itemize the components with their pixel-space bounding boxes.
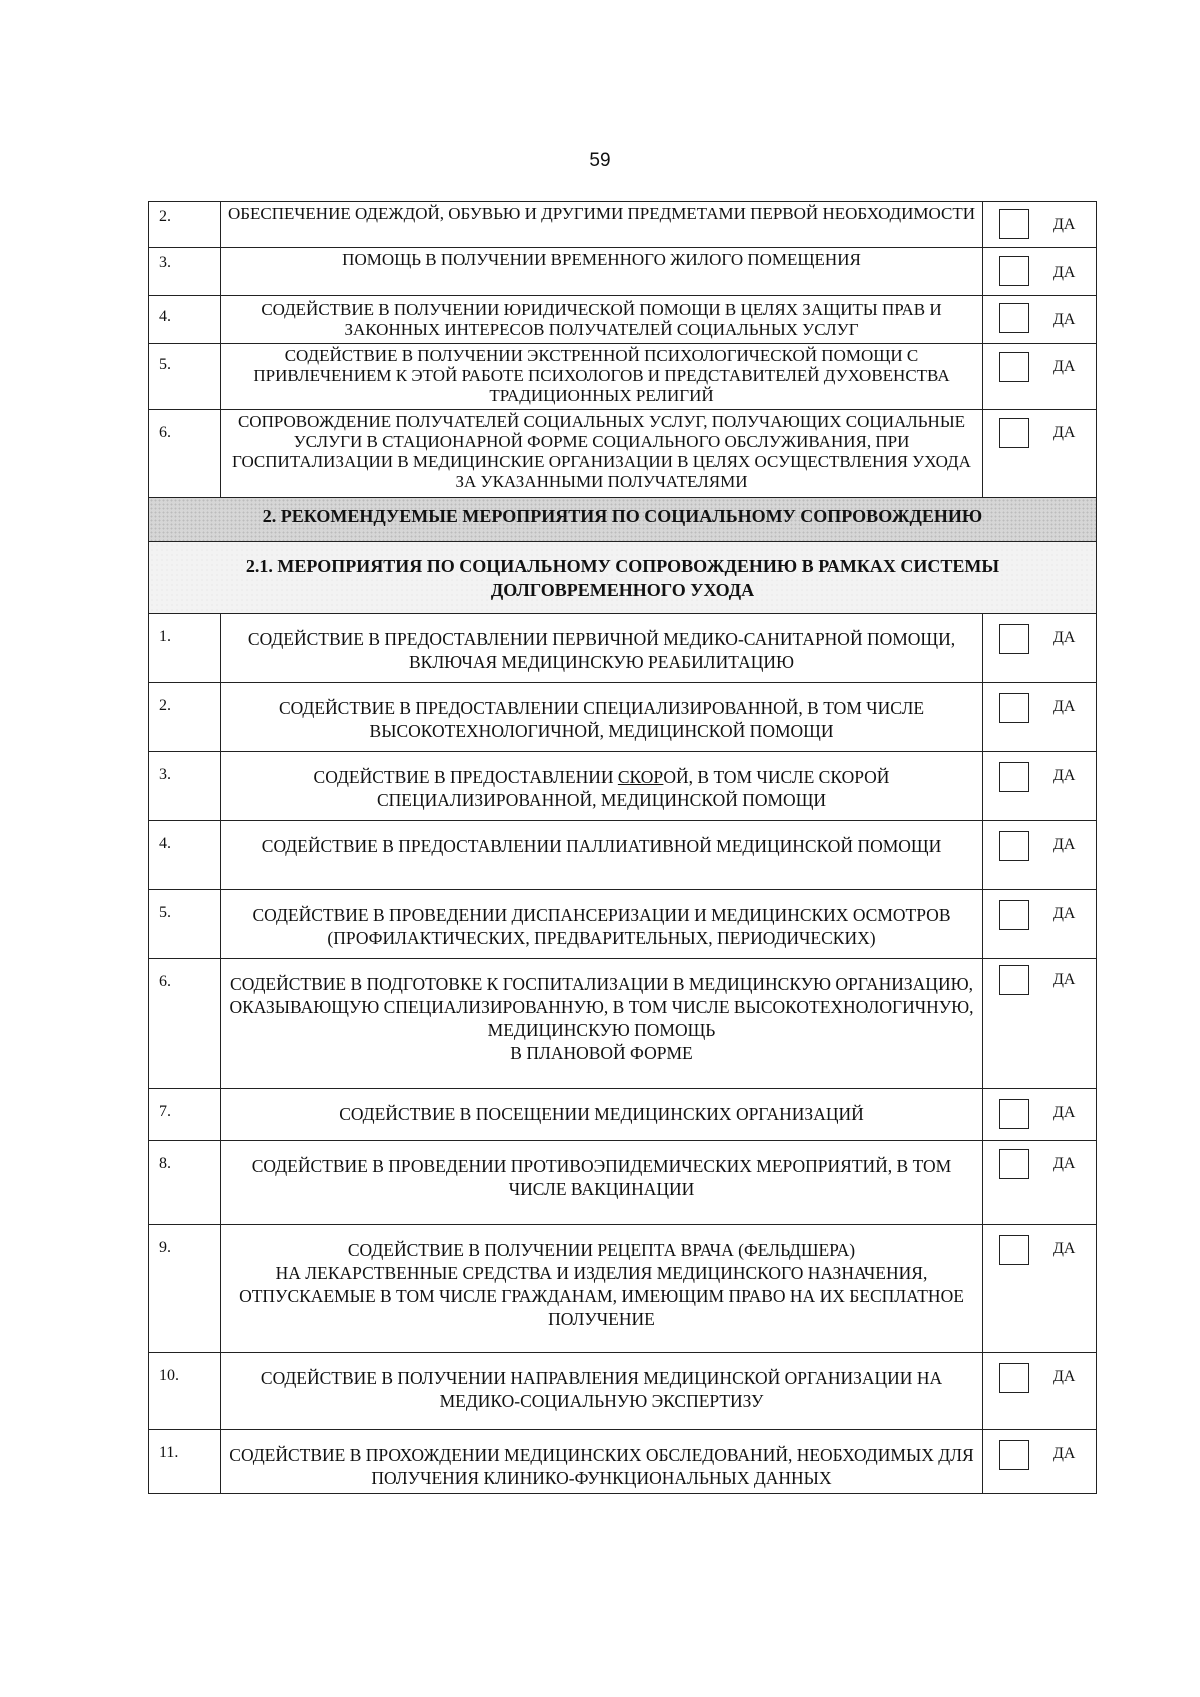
row-number: 2.: [149, 202, 221, 248]
checkbox[interactable]: [999, 256, 1029, 286]
row-text: СОДЕЙСТВИЕ В ПОСЕЩЕНИИ МЕДИЦИНСКИХ ОРГАНИЗАЦИЙ: [221, 1089, 983, 1141]
table-row: [149, 1430, 1097, 1494]
row-number: 8.: [149, 1141, 221, 1225]
checkbox-label: ДА: [1053, 264, 1076, 281]
row-text: СОДЕЙСТВИЕ В ПРОВЕДЕНИИ ПРОТИВОЭПИДЕМИЧЕСКИХ МЕРОПРИЯТИЙ, В ТОМ ЧИСЛЕ ВАКЦИНАЦИИ: [221, 1141, 983, 1225]
checkbox-cell: [983, 614, 1097, 683]
row-text-part: ОЙ, В ТОМ ЧИСЛЕ СКОРОЙ СПЕЦИАЛИЗИРОВАННОЙ, МЕДИЦИНСКОЙ ПОМОЩИ: [377, 767, 890, 810]
row-number: 11.: [149, 1430, 221, 1494]
row-text: СОДЕЙСТВИЕ В ПРОВЕДЕНИИ ДИСПАНСЕРИЗАЦИИ И МЕДИЦИНСКИХ ОСМОТРОВ (ПРОФИЛАКТИЧЕСКИХ, ПРЕДВАРИТЕЛЬНЫХ, ПЕРИОДИЧЕСКИХ): [221, 890, 983, 959]
checkbox[interactable]: [999, 1363, 1029, 1393]
checkbox[interactable]: [999, 1149, 1029, 1179]
row-number: 4.: [149, 821, 221, 890]
table-row: [149, 1353, 1097, 1430]
table-row: [149, 248, 1097, 296]
checkbox-label: ДА: [1053, 1445, 1076, 1462]
table-row: [149, 344, 1097, 410]
checkbox-cell: [983, 890, 1097, 959]
checkbox[interactable]: [999, 624, 1029, 654]
checkbox-label: ДА: [1053, 311, 1076, 328]
checkbox-label: ДА: [1053, 629, 1076, 646]
checkbox[interactable]: [999, 762, 1029, 792]
row-number: 3.: [149, 752, 221, 821]
row-text-part: СОДЕЙСТВИЕ В ПРЕДОСТАВЛЕНИИ: [313, 767, 618, 787]
row-text: ПОМОЩЬ В ПОЛУЧЕНИИ ВРЕМЕННОГО ЖИЛОГО ПОМЕЩЕНИЯ: [221, 248, 983, 296]
checkbox[interactable]: [999, 965, 1029, 995]
row-text: СОДЕЙСТВИЕ В ПРЕДОСТАВЛЕНИИ ПАЛЛИАТИВНОЙ МЕДИЦИНСКОЙ ПОМОЩИ: [221, 821, 983, 890]
row-text-part: СОДЕЙСТВИЕ В ПОДГОТОВКЕ К ГОСПИТАЛИЗАЦИИ В МЕДИЦИНСКУЮ ОРГАНИЗАЦИЮ, ОКАЗЫВАЮЩУЮ СПЕЦИАЛИЗИРОВАННУЮ, В ТОМ ЧИСЛЕ ВЫСОКОТЕХНОЛОГИЧНУЮ, МЕДИЦИНСКУЮ ПОМОЩЬ: [229, 974, 974, 1040]
checkbox-label: ДА: [1053, 971, 1076, 988]
checkbox-label: ДА: [1053, 836, 1076, 853]
row-number: 1.: [149, 614, 221, 683]
page-number: 59: [589, 150, 611, 171]
row-number: 10.: [149, 1353, 221, 1430]
table-row: [149, 410, 1097, 498]
table-row: [149, 296, 1097, 344]
table-row: [149, 959, 1097, 1089]
checkbox[interactable]: [999, 1440, 1029, 1470]
checkbox[interactable]: [999, 418, 1029, 448]
checkbox-label: ДА: [1053, 1104, 1076, 1121]
section-title: 2. РЕКОМЕНДУЕМЫЕ МЕРОПРИЯТИЯ ПО СОЦИАЛЬНОМУ СОПРОВОЖДЕНИЮ: [149, 498, 1097, 542]
row-number: 2.: [149, 683, 221, 752]
row-text: СОДЕЙСТВИЕ В ПОЛУЧЕНИИ ЭКСТРЕННОЙ ПСИХОЛОГИЧЕСКОЙ ПОМОЩИ С ПРИВЛЕЧЕНИЕМ К ЭТОЙ РАБОТЕ ПСИХОЛОГОВ И ПРЕДСТАВИТЕЛЕЙ ДУХОВЕНСТВА ТРАДИЦИОННЫХ РЕЛИГИЙ: [221, 344, 983, 410]
checkbox-label: ДА: [1053, 1368, 1076, 1385]
checkbox-label: ДА: [1053, 767, 1076, 784]
row-number: 9.: [149, 1225, 221, 1353]
checkbox-label: ДА: [1053, 358, 1076, 375]
row-number: 4.: [149, 296, 221, 344]
checkbox-label: ДА: [1053, 1240, 1076, 1257]
checkbox[interactable]: [999, 1235, 1029, 1265]
checkbox-label: ДА: [1053, 905, 1076, 922]
checkbox[interactable]: [999, 831, 1029, 861]
row-text: СОДЕЙСТВИЕ В ПОЛУЧЕНИИ НАПРАВЛЕНИЯ МЕДИЦИНСКОЙ ОРГАНИЗАЦИИ НА МЕДИКО-СОЦИАЛЬНУЮ ЭКСПЕРТИЗУ: [221, 1353, 983, 1430]
checkbox-cell: [983, 202, 1097, 248]
row-text: СОПРОВОЖДЕНИЕ ПОЛУЧАТЕЛЕЙ СОЦИАЛЬНЫХ УСЛУГ, ПОЛУЧАЮЩИХ СОЦИАЛЬНЫЕ УСЛУГИ В СТАЦИОНАРНОЙ ФОРМЕ СОЦИАЛЬНОГО ОБСЛУЖИВАНИЯ, ПРИ ГОСПИТАЛИЗАЦИИ В МЕДИЦИНСКИЕ ОРГАНИЗАЦИИ В ЦЕЛЯХ ОСУЩЕСТВЛЕНИЯ УХОДА ЗА УКАЗАННЫМИ ПОЛУЧАТЕЛЯМИ: [221, 410, 983, 498]
subsection-title: 2.1. МЕРОПРИЯТИЯ ПО СОЦИАЛЬНОМУ СОПРОВОЖДЕНИЮ В РАМКАХ СИСТЕМЫ ДОЛГОВРЕМЕННОГО УХОДА: [149, 542, 1097, 614]
checkbox-cell: [983, 296, 1097, 344]
row-text: [221, 959, 983, 1089]
row-text-part: В ПЛАНОВОЙ ФОРМЕ: [510, 1043, 693, 1063]
row-text-part: СОДЕЙСТВИЕ В ПОЛУЧЕНИИ РЕЦЕПТА ВРАЧА (ФЕЛЬДШЕРА): [347, 1240, 856, 1260]
table-row: [149, 1141, 1097, 1225]
row-number: 5.: [149, 344, 221, 410]
table-row: [149, 1225, 1097, 1353]
row-text: СОДЕЙСТВИЕ В ПРОХОЖДЕНИИ МЕДИЦИНСКИХ ОБСЛЕДОВАНИЙ, НЕОБХОДИМЫХ ДЛЯ ПОЛУЧЕНИЯ КЛИНИКО-ФУНКЦИОНАЛЬНЫХ ДАННЫХ: [221, 1430, 983, 1494]
row-text: [221, 752, 983, 821]
row-text: СОДЕЙСТВИЕ В ПРЕДОСТАВЛЕНИИ ПЕРВИЧНОЙ МЕДИКО-САНИТАРНОЙ ПОМОЩИ, ВКЛЮЧАЯ МЕДИЦИНСКУЮ РЕАБИЛИТАЦИЮ: [221, 614, 983, 683]
checkbox[interactable]: [999, 352, 1029, 382]
services-table: [148, 201, 1097, 1494]
checkbox-cell: [983, 1353, 1097, 1430]
row-text: СОДЕЙСТВИЕ В ПОЛУЧЕНИИ ЮРИДИЧЕСКОЙ ПОМОЩИ В ЦЕЛЯХ ЗАЩИТЫ ПРАВ И ЗАКОННЫХ ИНТЕРЕСОВ ПОЛУЧАТЕЛЕЙ СОЦИАЛЬНЫХ УСЛУГ: [221, 296, 983, 344]
table-row: [149, 1089, 1097, 1141]
row-text: ОБЕСПЕЧЕНИЕ ОДЕЖДОЙ, ОБУВЬЮ И ДРУГИМИ ПРЕДМЕТАМИ ПЕРВОЙ НЕОБХОДИМОСТИ: [221, 202, 983, 248]
row-number: 7.: [149, 1089, 221, 1141]
row-number: 6.: [149, 410, 221, 498]
table-row: [149, 821, 1097, 890]
row-text-part: НА ЛЕКАРСТВЕННЫЕ СРЕДСТВА И ИЗДЕЛИЯ МЕДИЦИНСКОГО НАЗНАЧЕНИЯ, ОТПУСКАЕМЫЕ В ТОМ ЧИСЛЕ ГРАЖДАНАМ, ИМЕЮЩИМ ПРАВО НА ИХ БЕСПЛАТНОЕ ПОЛУЧЕНИЕ: [239, 1263, 964, 1329]
row-text: СОДЕЙСТВИЕ В ПРЕДОСТАВЛЕНИИ СПЕЦИАЛИЗИРОВАННОЙ, В ТОМ ЧИСЛЕ ВЫСОКОТЕХНОЛОГИЧНОЙ, МЕДИЦИНСКОЙ ПОМОЩИ: [221, 683, 983, 752]
table-row: [149, 614, 1097, 683]
checkbox-label: ДА: [1053, 216, 1076, 233]
checkbox[interactable]: [999, 209, 1029, 239]
checkbox-label: ДА: [1053, 698, 1076, 715]
table-row: [149, 752, 1097, 821]
checkbox-cell: [983, 821, 1097, 890]
checkbox-cell: [983, 1089, 1097, 1141]
table-row: [149, 202, 1097, 248]
row-number: 5.: [149, 890, 221, 959]
checkbox-cell: [983, 752, 1097, 821]
subsection-header-row: [149, 542, 1097, 614]
row-number: 3.: [149, 248, 221, 296]
checkbox-cell: [983, 959, 1097, 1089]
checkbox[interactable]: [999, 1099, 1029, 1129]
checkbox-cell: [983, 344, 1097, 410]
checkbox-label: ДА: [1053, 424, 1076, 441]
table-row: [149, 683, 1097, 752]
checkbox-cell: [983, 1141, 1097, 1225]
checkbox[interactable]: [999, 693, 1029, 723]
checkbox-cell: [983, 1225, 1097, 1353]
checkbox[interactable]: [999, 303, 1029, 333]
checkbox-cell: [983, 410, 1097, 498]
section-header-row: [149, 498, 1097, 542]
checkbox-cell: [983, 248, 1097, 296]
checkbox-label: ДА: [1053, 1155, 1076, 1172]
checkbox-cell: [983, 1430, 1097, 1494]
row-number: 6.: [149, 959, 221, 1089]
checkbox-cell: [983, 683, 1097, 752]
checkbox[interactable]: [999, 900, 1029, 930]
row-text: [221, 1225, 983, 1353]
table-row: [149, 890, 1097, 959]
underlined-text: СКОР: [617, 767, 664, 787]
